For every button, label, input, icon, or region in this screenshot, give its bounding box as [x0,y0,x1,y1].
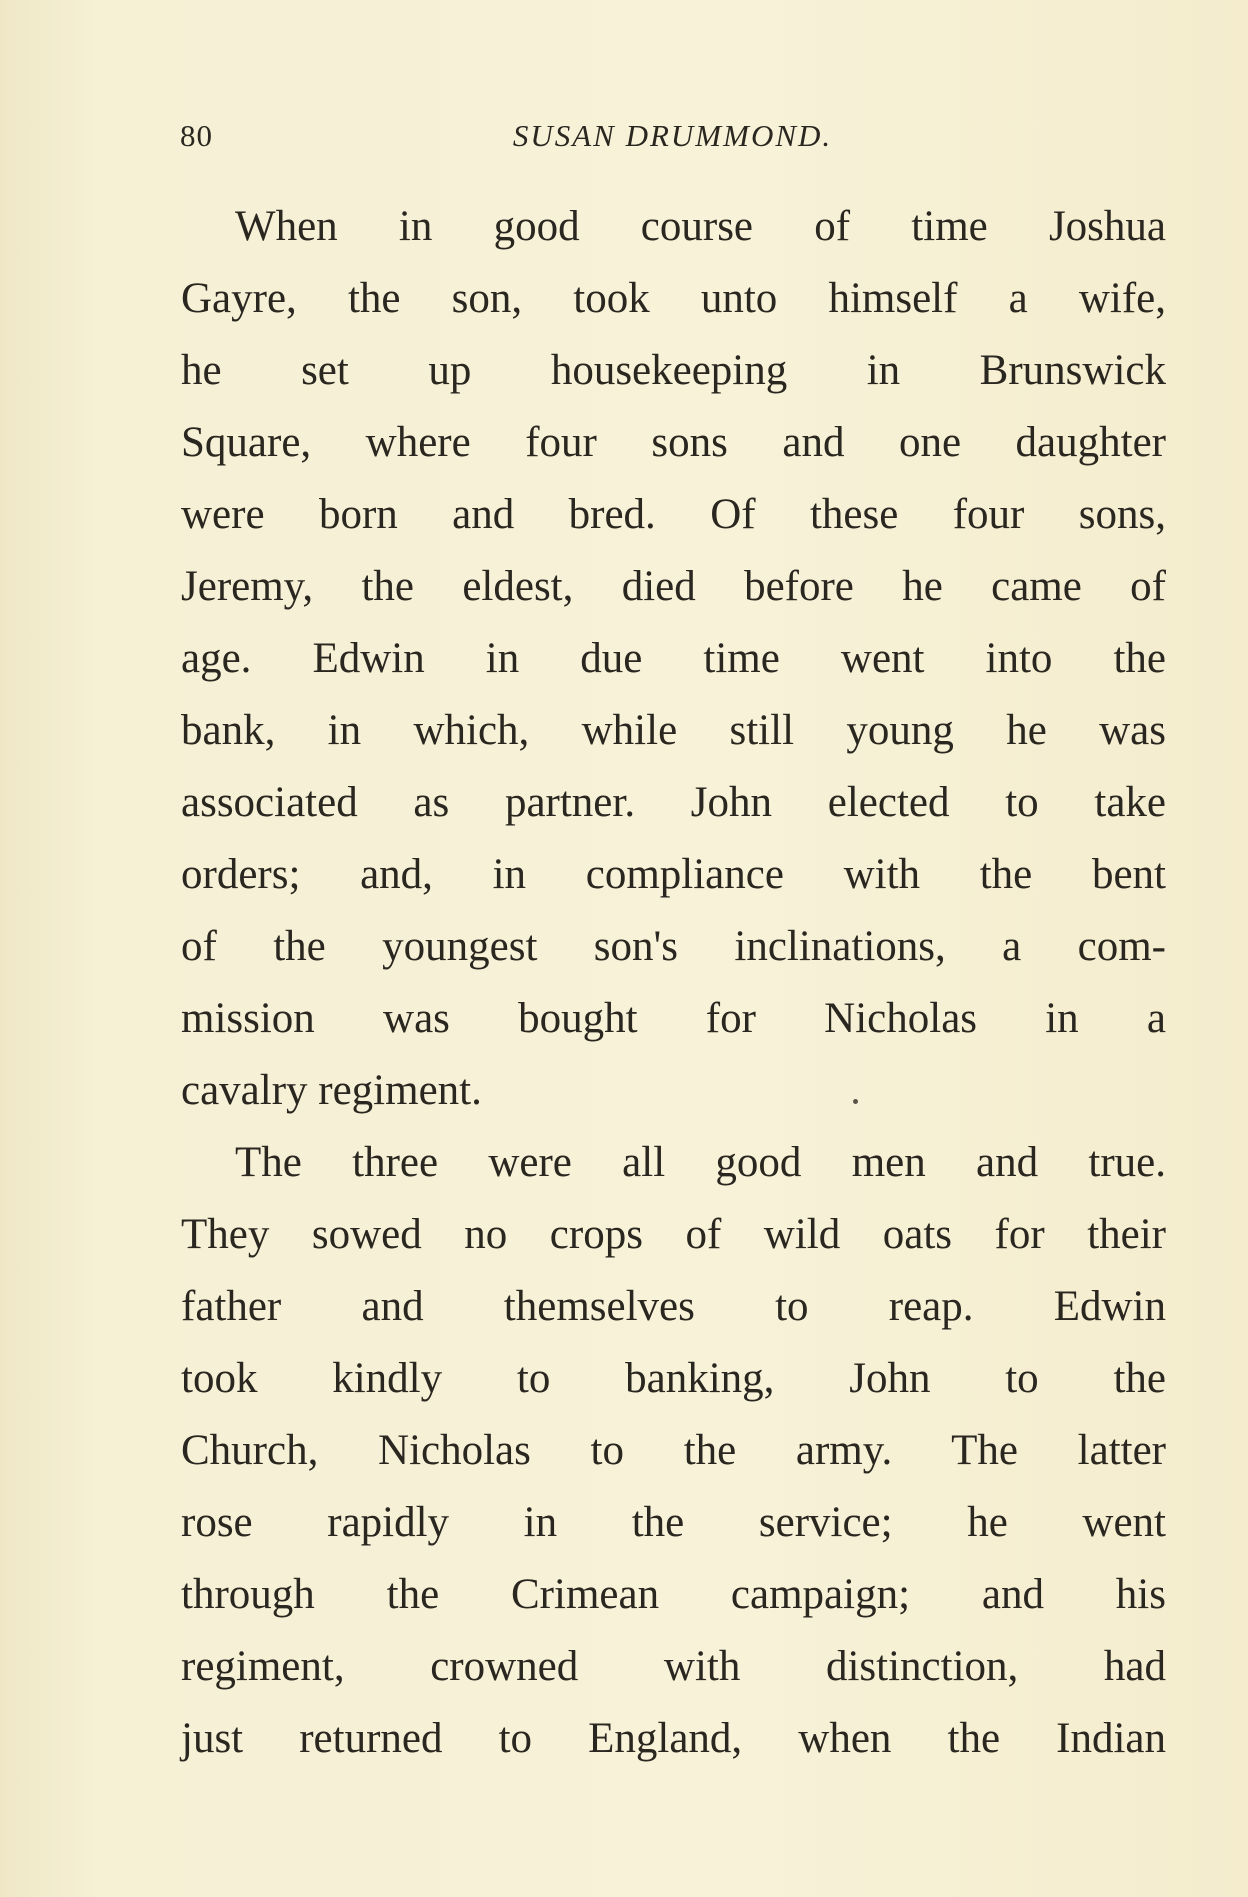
text-line: regiment, crowned with distinction, had [181,1643,1166,1690]
text-line: father and themselves to reap. Edwin [181,1283,1166,1330]
text-line: associated as partner. John elected to take [181,779,1166,826]
text-line: of the youngest son's inclinations, a com- [181,923,1166,970]
text-line: Jeremy, the eldest, died before he came of [181,563,1166,610]
text-line: bank, in which, while still young he was [181,707,1166,754]
text-line: Square, where four sons and one daughter [181,419,1166,466]
body-text [181,191,1166,1775]
ink-speck [853,1099,858,1104]
text-line: Gayre, the son, took unto himself a wife, [181,275,1166,322]
text-line: They sowed no crops of wild oats for their [181,1211,1166,1258]
text-line: just returned to England, when the Indian [181,1715,1166,1762]
text-line: were born and bred. Of these four sons, [181,491,1166,538]
running-title: SUSAN DRUMMOND. [512,118,833,153]
text-line: mission was bought for Nicholas in a [181,995,1166,1042]
text-line: through the Crimean campaign; and his [181,1571,1166,1618]
paragraph-end-line: cavalry regiment. [181,1067,482,1114]
text-line: Church, Nicholas to the army. The latter [181,1427,1166,1474]
running-head [180,118,1165,168]
text-line: took kindly to banking, John to the [181,1355,1166,1402]
text-line: orders; and, in compliance with the bent [181,851,1166,898]
text-line: rose rapidly in the service; he went [181,1499,1166,1546]
text-line: age. Edwin in due time went into the [181,635,1166,682]
page-number: 80 [180,118,213,153]
text-line: The three were all good men and true. [235,1139,1166,1186]
text-line: When in good course of time Joshua [235,203,1166,250]
text-line: he set up housekeeping in Brunswick [181,347,1166,394]
